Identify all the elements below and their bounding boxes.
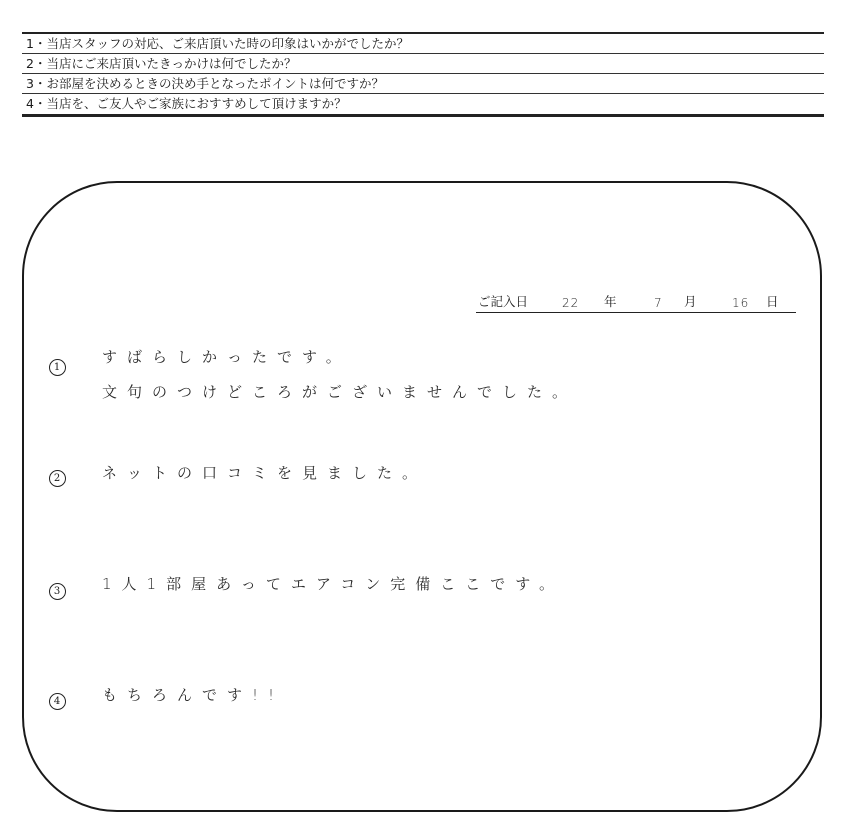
answer-number-2: 2 <box>46 465 68 487</box>
date-month-unit: 月 <box>684 294 697 309</box>
answer-4-line-1: もちろんです!! <box>102 686 285 704</box>
answer-3-line-1: 1人1部屋あってエアコン完備ここです。 <box>102 575 564 593</box>
date-day: 16 <box>732 296 750 310</box>
question-3: 3・お部屋を決めるときの決め手となったポイントは何ですか？ <box>22 74 824 94</box>
bottom-rule <box>22 114 824 117</box>
question-2: 2・当店にご来店頂いたきっかけは何でしたか？ <box>22 54 824 74</box>
answer-1-line-1: すばらしかったです。 <box>102 348 351 366</box>
question-list <box>22 32 824 117</box>
entry-date <box>476 290 796 313</box>
question-1: 1・当店スタッフの対応、ご来店頂いた時の印象はいかがでしたか？ <box>22 34 824 54</box>
answer-card <box>22 181 822 812</box>
answer-number-3: 3 <box>46 578 68 600</box>
date-day-unit: 日 <box>766 294 779 309</box>
date-year: 22 <box>562 296 580 310</box>
date-label: ご記入日 <box>478 294 529 309</box>
answer-number-4: 4 <box>46 688 68 710</box>
answer-number-1: 1 <box>46 354 68 376</box>
answer-2-line-1: ネットの口コミを見ました。 <box>102 464 428 482</box>
question-4: 4・当店を、ご友人やご家族におすすめして頂けますか？ <box>26 96 347 111</box>
date-month: 7 <box>654 296 663 310</box>
date-year-unit: 年 <box>604 294 617 309</box>
answer-1-line-2: 文句のつけどころがございませんでした。 <box>102 383 578 401</box>
